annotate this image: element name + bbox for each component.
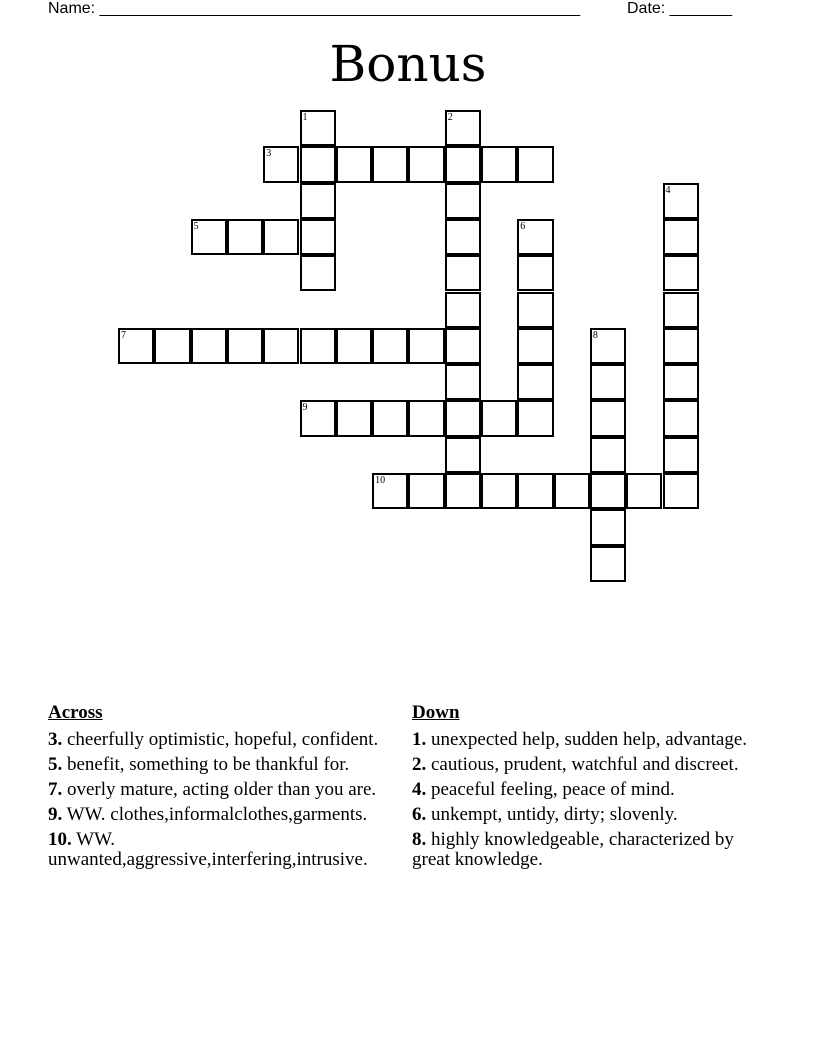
clue-number: 10: [375, 475, 386, 486]
grid-cell[interactable]: [663, 437, 699, 473]
grid-cell[interactable]: [263, 146, 299, 182]
grid-cell[interactable]: [517, 255, 553, 291]
down-clues: [412, 702, 752, 875]
grid-cell[interactable]: [408, 328, 444, 364]
grid-cell[interactable]: [445, 183, 481, 219]
date-field-label: Date: _______: [627, 0, 732, 17]
grid-cell[interactable]: [663, 364, 699, 400]
name-field-label: Name: ______________________________________________________: [48, 0, 581, 17]
clue-across-10: 10. WW. unwanted,aggressive,interfering,intrusive.: [48, 829, 368, 870]
grid-cell[interactable]: [663, 473, 699, 509]
grid-cell[interactable]: [227, 328, 263, 364]
grid-cell[interactable]: [445, 328, 481, 364]
grid-cell[interactable]: [300, 219, 336, 255]
clue-down-1: 1. unexpected help, sudden help, advantage.: [412, 729, 748, 750]
grid-cell[interactable]: [372, 400, 408, 436]
grid-cell[interactable]: [517, 473, 553, 509]
clue-number: 8: [592, 329, 598, 341]
grid-cell[interactable]: [300, 400, 336, 436]
grid-cell[interactable]: [663, 328, 699, 364]
grid-cell[interactable]: [517, 292, 553, 328]
grid-cell[interactable]: [590, 546, 626, 582]
grid-cell[interactable]: [445, 437, 481, 473]
grid-cell[interactable]: [445, 219, 481, 255]
grid-cell[interactable]: [590, 328, 626, 364]
grid-cell[interactable]: [445, 110, 481, 146]
grid-cell[interactable]: [554, 473, 590, 509]
grid-cell[interactable]: [300, 328, 336, 364]
grid-cell[interactable]: [481, 400, 517, 436]
clue-down-2: 2. cautious, prudent, watchful and discreet.: [412, 754, 739, 775]
across-heading: Across: [48, 702, 103, 723]
grid-cell[interactable]: [118, 328, 154, 364]
clue-number: 4: [665, 184, 671, 196]
down-heading: Down: [412, 702, 460, 723]
grid-cell[interactable]: [445, 255, 481, 291]
grid-cell[interactable]: [408, 473, 444, 509]
grid-cell[interactable]: [372, 473, 408, 509]
grid-cell[interactable]: [445, 473, 481, 509]
grid-cell[interactable]: [227, 219, 263, 255]
grid-cell[interactable]: [590, 437, 626, 473]
grid-cell[interactable]: [408, 146, 444, 182]
grid-cell[interactable]: [663, 183, 699, 219]
grid-cell[interactable]: [590, 400, 626, 436]
grid-cell[interactable]: [590, 473, 626, 509]
grid-cell[interactable]: [517, 328, 553, 364]
grid-cell[interactable]: [445, 400, 481, 436]
grid-cell[interactable]: [300, 110, 336, 146]
grid-cell[interactable]: [372, 146, 408, 182]
grid-cell[interactable]: [336, 328, 372, 364]
grid-cell[interactable]: [300, 183, 336, 219]
puzzle-title: Bonus: [329, 35, 487, 93]
grid-cell[interactable]: [263, 328, 299, 364]
grid-cell[interactable]: [191, 328, 227, 364]
grid-cell[interactable]: [300, 146, 336, 182]
clue-across-5: 5. benefit, something to be thankful for.: [48, 754, 350, 775]
clue-number: 2: [447, 112, 453, 123]
clue-number: 6: [520, 220, 526, 232]
grid-cell[interactable]: [336, 400, 372, 436]
clue-number: 1: [302, 112, 308, 123]
across-clues: [48, 702, 406, 875]
clue-number: 5: [193, 220, 199, 232]
grid-cell[interactable]: [445, 364, 481, 400]
grid-cell[interactable]: [663, 219, 699, 255]
grid-cell[interactable]: [663, 400, 699, 436]
grid-cell[interactable]: [626, 473, 662, 509]
clue-number: 7: [121, 329, 126, 341]
grid-cell[interactable]: [663, 255, 699, 291]
grid-cell[interactable]: [590, 509, 626, 545]
clue-down-8: 8. highly knowledgeable, characterized by great knowledge.: [412, 829, 734, 870]
grid-cell[interactable]: [517, 219, 553, 255]
grid-cell[interactable]: [300, 255, 336, 291]
grid-cell[interactable]: [517, 364, 553, 400]
grid-cell[interactable]: [372, 328, 408, 364]
grid-cell[interactable]: [445, 292, 481, 328]
clue-down-6: 6. unkempt, untidy, dirty; slovenly.: [412, 804, 678, 825]
grid-cell[interactable]: [263, 219, 299, 255]
clue-down-4: 4. peaceful feeling, peace of mind.: [412, 779, 675, 800]
clue-across-7: 7. overly mature, acting older than you are.: [48, 779, 377, 800]
grid-cell[interactable]: [481, 473, 517, 509]
grid-cell[interactable]: [481, 146, 517, 182]
clue-number: 9: [302, 402, 308, 414]
grid-cell[interactable]: [590, 364, 626, 400]
grid-cell[interactable]: [154, 328, 190, 364]
clue-across-3: 3. cheerfully optimistic, hopeful, confident.: [48, 729, 379, 750]
grid-cell[interactable]: [408, 400, 444, 436]
grid-cell[interactable]: [191, 219, 227, 255]
grid-cell[interactable]: [445, 146, 481, 182]
clue-across-9: 9. WW. clothes,informalclothes,garments.: [48, 804, 368, 825]
grid-cell[interactable]: [663, 292, 699, 328]
clue-number: 3: [266, 148, 272, 160]
grid-cell[interactable]: [517, 400, 553, 436]
grid-cell[interactable]: [517, 146, 553, 182]
grid-cell[interactable]: [336, 146, 372, 182]
